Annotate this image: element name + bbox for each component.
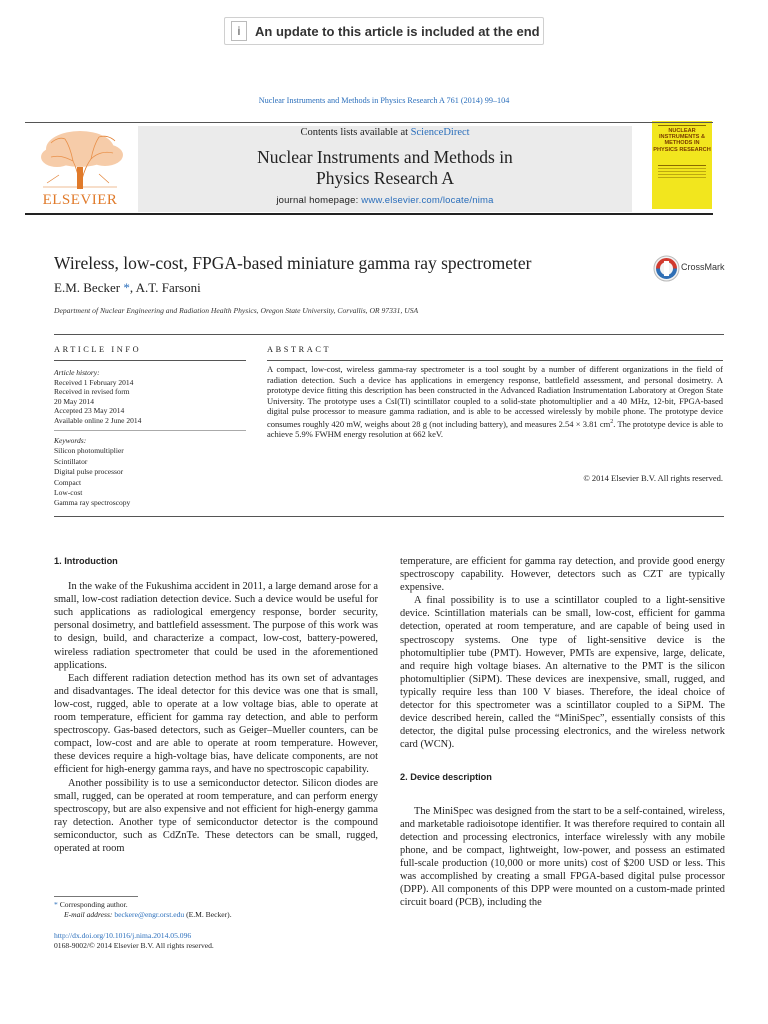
body-paragraph: A final possibility is to use a scintillator coupled to a light-sensitive device. Scintillation materials can be small, low-cost, efficient for gamma detection, operated at room temperature, and are capable of being used in spectroscopy systems. One type of light-sensitive device is the photomultiplier tube (PMT). However, PMTs are expensive, large, delicate, and require high voltage biases. An alternative to the PMT is the silicon photomultiplier (SiPM). These devices are inexpensive, small, rugged, and typically require less than 100 V biases. Therefore, the ideal choice of detector for this spectrometer was a scintillator coupled to a SiPM. The device described herein, called the “MiniSpec”, essentially consists of this detector, the digital pulse processing electronics, and the wireless network card (WCN). (400, 595, 725, 751)
history-divider (54, 430, 246, 431)
update-banner[interactable] (224, 17, 544, 45)
keywords: Keywords: Silicon photomultiplier Scintillator Digital pulse processor Compact Low-cost Gamma ray spectroscopy (54, 436, 244, 509)
keyword-item: Low-cost (54, 488, 83, 498)
sciencedirect-link[interactable]: ScienceDirect (410, 127, 470, 138)
abstract-bottom-rule (54, 516, 724, 517)
article-info-rule (54, 360, 246, 361)
keyword-item: Scintillator (54, 456, 88, 466)
crossmark-label[interactable]: CrossMark (681, 262, 725, 272)
history-line: Received in revised form (54, 387, 130, 397)
journal-reference-link[interactable]: Nuclear Instruments and Methods in Physics Research A 761 (2014) 99–104 (258, 96, 510, 105)
journal-cover-image[interactable] (652, 121, 712, 209)
title-bottom-rule (54, 334, 724, 335)
keyword-item: Silicon photomultiplier (54, 446, 124, 456)
section-heading-device-description: 2. Device description (400, 772, 492, 783)
author-name[interactable]: E.M. Becker (54, 280, 124, 295)
journal-homepage-line: journal homepage: www.elsevier.com/locate/nima (276, 195, 494, 206)
header-top-rule (25, 122, 713, 123)
body-paragraph: In the wake of the Fukushima accident in 2011, a large demand arose for a small, low-cost radiation detection device. Such a device would be useful for such applications as radiological emergency response, border security, personal dosimetry, and battlefield assessment. The purpose of this work was to design, build, and characterize a compact, low-cost, battery-powered, wireless radiation spectrometer that could be used in the aforementioned applications. (54, 581, 378, 671)
elsevier-wordmark: ELSEVIER (42, 192, 118, 208)
info-icon: i (231, 21, 247, 41)
header-bottom-rule (25, 213, 713, 215)
affiliation: Department of Nuclear Engineering and Radiation Health Physics, Oregon State University, Corvallis, OR 97331, USA (54, 306, 419, 315)
keyword-item: Compact (54, 477, 82, 487)
update-banner-text[interactable]: An update to this article is included at the end (255, 23, 540, 39)
section-heading-introduction: 1. Introduction (54, 556, 118, 566)
article-history: Article history: Received 1 February 2014 Received in revised form 20 May 2014 Accepted 23 May 2014 Available online 2 June 2014 (54, 368, 244, 426)
issn-line: 0168-9002/© 2014 Elsevier B.V. All rights reserved. (54, 941, 214, 950)
journal-title: Nuclear Instruments and Methods in Physics Research A (257, 147, 513, 188)
history-line: Accepted 23 May 2014 (54, 406, 125, 416)
journal-homepage-link[interactable]: www.elsevier.com/locate/nima (361, 195, 494, 206)
body-paragraph: The MiniSpec was designed from the start to be a self-contained, wireless, and marketable radioisotope identifier. It was therefore required to contain all detection and processing electronics, interface wirelessly with any mobile phone, and be compact, lightweight, low-power, and possess an estimated full-scale production (10,000 or more units) cost of $200 USD or less. This was accomplished by creating a small FPGA-based digital pulse processor (DPP). All components of this DPP were mounted on a custom-made printed circuit board (PCB), including the (400, 805, 725, 909)
abstract-text: A compact, low-cost, wireless gamma-ray spectrometer is a tool sought by a number of different organizations in the field of radiation detection. Such a device has applications in emergency response, battlefield assessment, and personal dosimetry. A prototype device fitting this description has been constructed in the Advanced Radiation Instrumentation Laboratory at Oregon State University. The prototype uses a CsI(Tl) scintillator coupled to a solid-state photomultiplier and a 40 MHz, 12-bit, FPGA-based digital pulse processor to measure gamma radiation, and is able to be accessed wirelessly by mobile phone. The prototype device consumes roughly 420 mW, weighs about 28 g (not including battery), and measures 2.54 × 3.81 $cm^2$. The prototype device is able to achieve 5.9% FWHM energy resolution at 662 keV. (267, 364, 723, 440)
history-line: Available online 2 June 2014 (54, 415, 142, 425)
journal-cover-title: NUCLEAR INSTRUMENTS & METHODS IN PHYSICS RESEARCH (653, 128, 711, 153)
crossmark-icon[interactable] (653, 255, 680, 282)
history-line: 20 May 2014 (54, 396, 94, 406)
footnote: * Corresponding author. E-mail address: beckere@engr.orst.edu (E.M. Becker). (54, 900, 232, 920)
corresponding-author-marker[interactable]: * (123, 280, 130, 295)
keyword-item: Digital pulse processor (54, 467, 124, 477)
body-paragraph: Each different radiation detection method has its own set of advantages and disadvantages. The ideal detector for this device was one that is small, low-cost, rugged, able to operate at a low voltage bias, able to operate at room temperature, efficient for gamma ray detection, and able to perform spectroscopy. Gas-based detectors, such as Geiger–Mueller counters, can be compact, low-cost and are able to operate at room temperature. However, these devices require a high-voltage bias, have delicate components, are not efficient for high-energy gamma rays, and have no spectroscopic capability. (54, 672, 378, 776)
body-paragraph: temperature, are efficient for gamma ray detection, and provide good energy spectroscopy capability. However, detectors such as CZT are typically expensive. (400, 556, 725, 594)
keyword-item: Gamma ray spectroscopy (54, 498, 131, 508)
author-list (54, 280, 201, 296)
history-line: Received 1 February 2014 (54, 377, 134, 387)
abstract-copyright: © 2014 Elsevier B.V. All rights reserved. (583, 473, 723, 483)
author-email-link[interactable]: beckere@engr.orst.edu (114, 910, 185, 920)
body-right-column (400, 555, 725, 909)
body-paragraph: Another possibility is to use a semiconductor detector. Silicon diodes are small, rugged, can be operated at room temperature, and can perform energy spectroscopy, but are also expensive and not efficient for high-energy gamma ray detection. Another type of semiconductor detector is the compound semiconductor, such as CdZnTe. These detectors can be small, rugged, operated at room (54, 777, 378, 854)
abstract-rule (267, 360, 723, 361)
abstract-heading: ABSTRACT (267, 345, 332, 354)
body-left-column (54, 555, 378, 855)
article-info-heading: ARTICLE INFO (54, 345, 142, 354)
doi-link[interactable]: http://dx.doi.org/10.1016/j.nima.2014.05.096 (54, 931, 192, 940)
author-name[interactable]: , A.T. Farsoni (129, 280, 201, 295)
paper-title: Wireless, low-cost, FPGA-based miniature gamma ray spectrometer (54, 253, 532, 273)
footnote-rule (54, 896, 138, 897)
contents-lists-line: Contents lists available at ScienceDirect (300, 127, 470, 138)
